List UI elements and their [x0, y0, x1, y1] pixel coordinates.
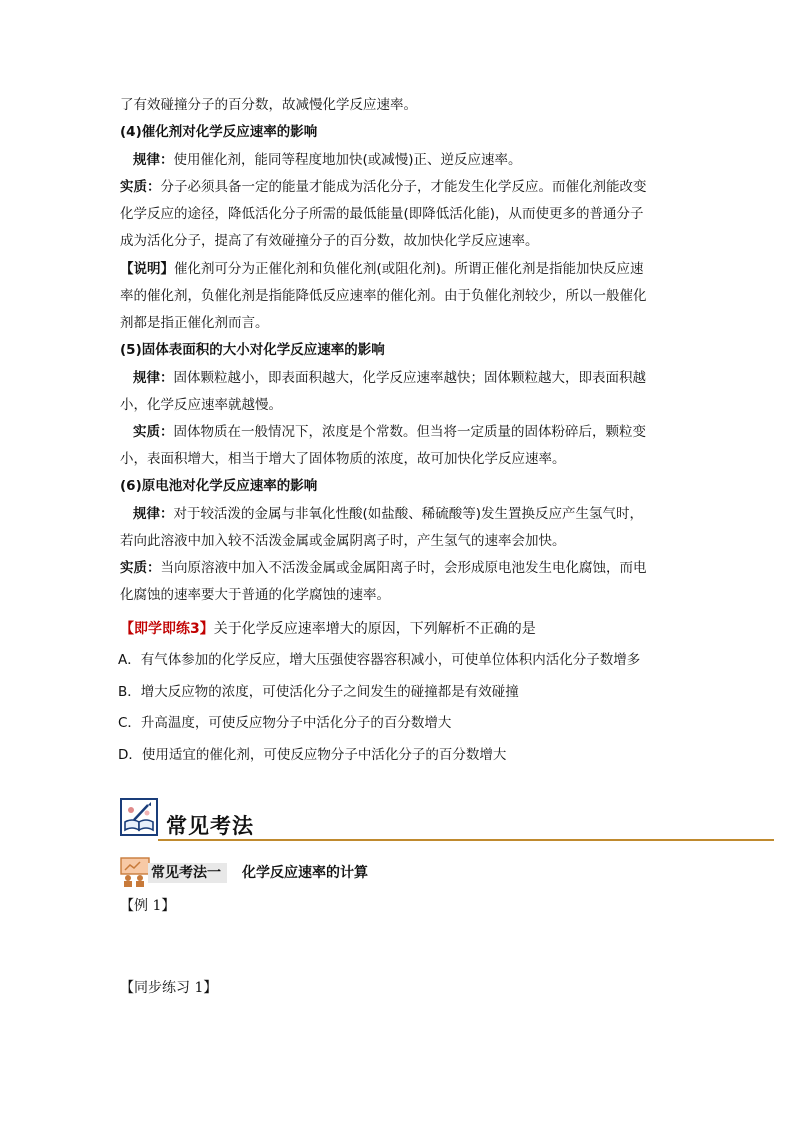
- heading-galvanic-cell: (6)原电池对化学反应速率的影响: [120, 478, 318, 494]
- rule-surface-line1: [133, 369, 646, 387]
- essence-catalyst-line3: 成为活化分子，提高了有效碰撞分子的百分数，故加快化学反应速率。: [120, 233, 539, 249]
- note-text: 催化剂可分为正催化剂和负催化剂(或阻化剂)。所谓正催化剂是指能加快反应速: [174, 261, 644, 277]
- section-title: 常见考法: [166, 814, 254, 838]
- note-catalyst-line2: 率的催化剂，负催化剂是指能降低反应速率的催化剂。由于负催化剂较少，所以一般催化: [120, 288, 647, 304]
- practice-question: [120, 620, 536, 638]
- option-a: A．有气体参加的化学反应，增大压强使容器容积减小，可使单位体积内活化分子数增多: [118, 652, 641, 668]
- essence-text: 分子必须具备一定的能量才能成为活化分子，才能发生化学反应。而催化剂能改变: [160, 179, 647, 195]
- essence-label: 实质：: [133, 424, 174, 440]
- question-label: 【即学即练3】: [120, 621, 214, 637]
- method-heading: [120, 857, 540, 887]
- rule-label: 规律：: [133, 506, 174, 522]
- example-label: 【例 1】: [120, 898, 176, 914]
- essence-cell-line1: [120, 559, 647, 577]
- rule-catalyst: [133, 151, 522, 169]
- rule-cell-line1: [133, 505, 643, 523]
- rule-text: 固体颗粒越小，即表面积越大，化学反应速率越快；固体颗粒越大，即表面积越: [173, 370, 646, 386]
- option-c: C．升高温度，可使反应物分子中活化分子的百分数增大: [118, 715, 452, 731]
- teacher-board-icon: [120, 857, 150, 887]
- option-d: D．使用适宜的催化剂，可使反应物分子中活化分子的百分数增大: [118, 747, 507, 763]
- essence-surface-line2: 小，表面积增大，相当于增大了固体物质的浓度，故可加快化学反应速率。: [120, 451, 566, 467]
- essence-catalyst-line1: [120, 178, 647, 196]
- rule-label: 规律：: [133, 152, 174, 168]
- rule-surface-line2: 小，化学反应速率就越慢。: [120, 397, 282, 413]
- note-label: 【说明】: [120, 261, 174, 277]
- rule-text: 使用催化剂，能同等程度地加快(或减慢)正、逆反应速率。: [173, 152, 522, 168]
- note-catalyst-line1: [120, 260, 644, 278]
- method-title: 化学反应速率的计算: [242, 865, 368, 881]
- book-pen-icon: [120, 798, 158, 836]
- paragraph-continuation: 了有效碰撞分子的百分数，故减慢化学反应速率。: [120, 97, 417, 113]
- essence-label: 实质：: [120, 560, 161, 576]
- essence-cell-line2: 化腐蚀的速率要大于普通的化学腐蚀的速率。: [120, 587, 390, 603]
- option-b: B．增大反应物的浓度，可使活化分子之间发生的碰撞都是有效碰撞: [118, 684, 519, 700]
- heading-catalyst: (4)催化剂对化学反应速率的影响: [120, 124, 318, 140]
- essence-label: 实质：: [120, 179, 161, 195]
- question-text: 关于化学反应速率增大的原因，下列解析不正确的是: [213, 621, 536, 637]
- essence-catalyst-line2: 化学反应的途径，降低活化分子所需的最低能量(即降低活化能)，从而使更多的普通分子: [120, 206, 644, 222]
- method-tag: 常见考法一: [148, 863, 227, 883]
- essence-surface-line1: [133, 423, 646, 441]
- section-header: [118, 798, 774, 842]
- essence-text: 当向原溶液中加入不活泼金属或金属阳离子时，会形成原电池发生电化腐蚀，而电: [160, 560, 647, 576]
- rule-cell-line2: 若向此溶液中加入较不活泼金属或金属阴离子时，产生氢气的速率会加快。: [120, 533, 566, 549]
- note-catalyst-line3: 剂都是指正催化剂而言。: [120, 315, 269, 331]
- heading-surface-area: (5)固体表面积的大小对化学反应速率的影响: [120, 342, 385, 358]
- essence-text: 固体物质在一般情况下，浓度是个常数。但当将一定质量的固体粉碎后，颗粒变: [173, 424, 646, 440]
- rule-text: 对于较活泼的金属与非氧化性酸(如盐酸、稀硫酸等)发生置换反应产生氢气时，: [173, 506, 644, 522]
- section-divider: [158, 839, 774, 841]
- practice-label: 【同步练习 1】: [120, 980, 218, 996]
- rule-label: 规律：: [133, 370, 174, 386]
